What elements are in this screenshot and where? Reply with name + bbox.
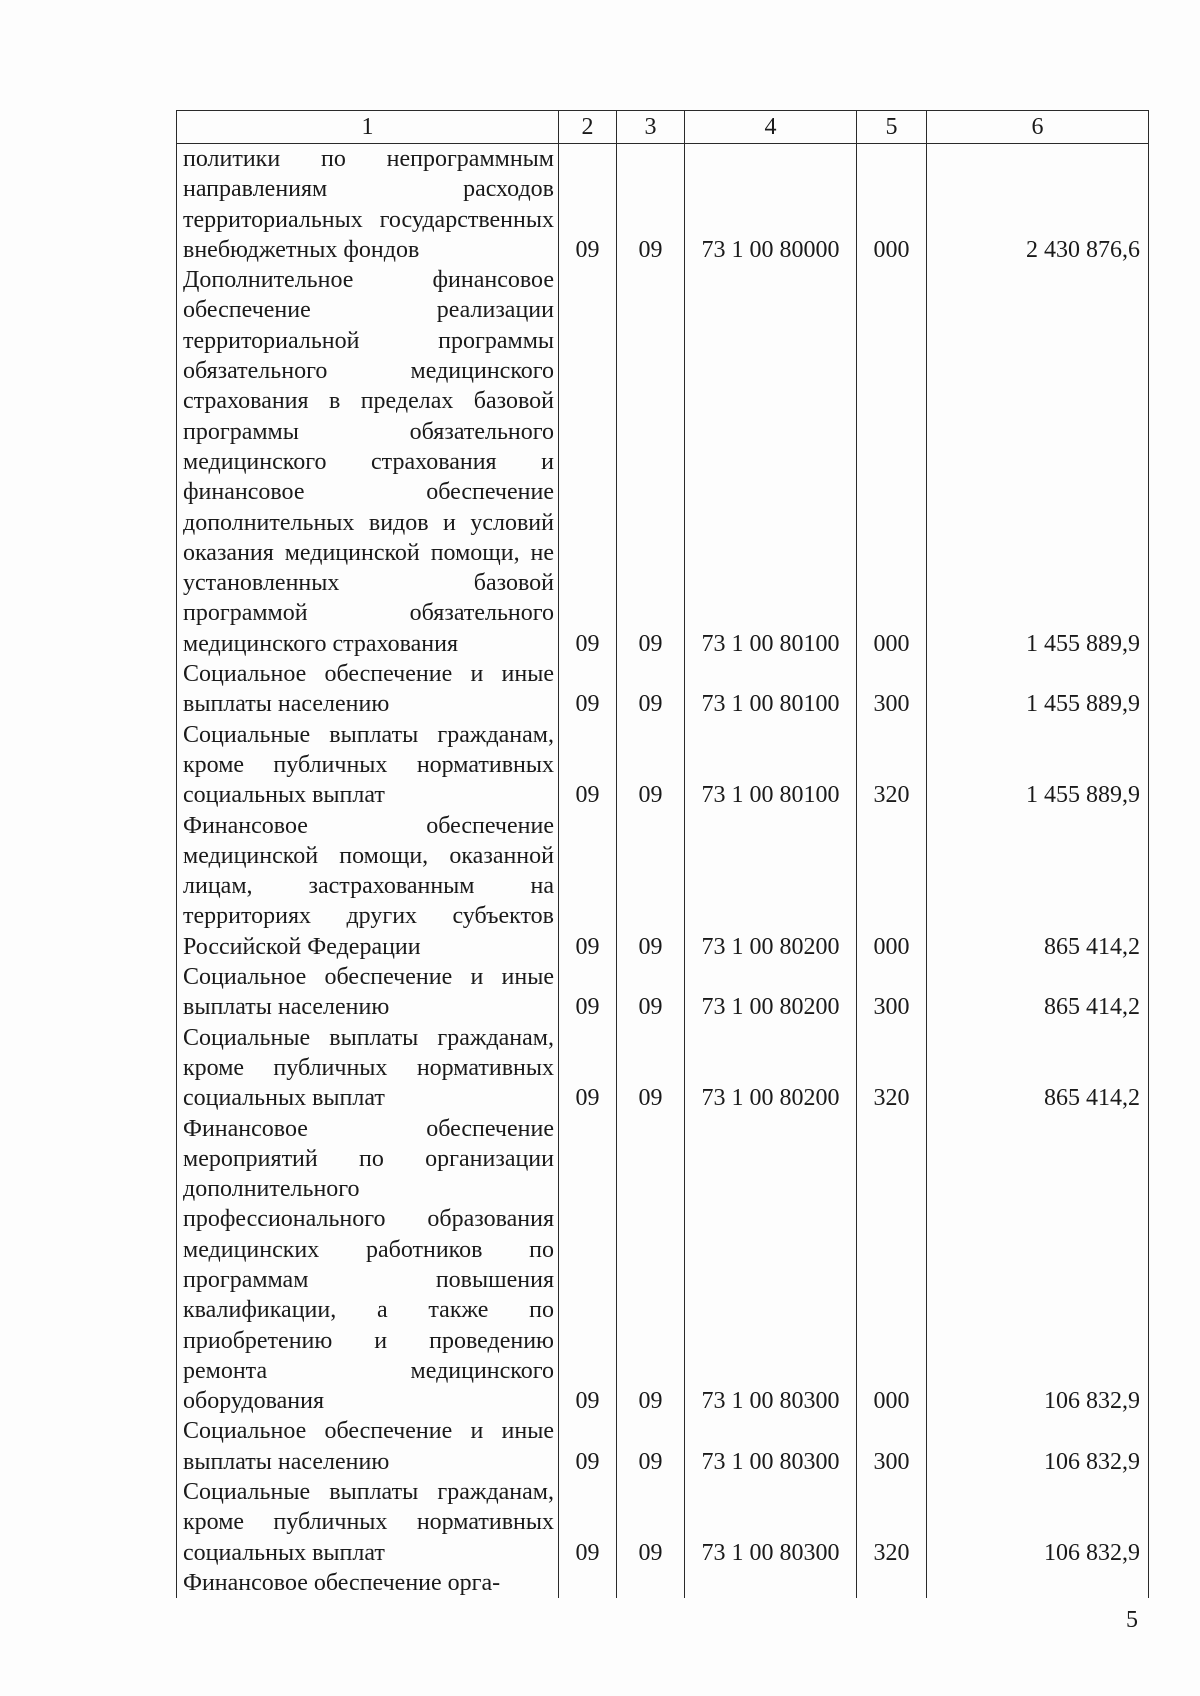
row-amount: 865 414,2 (927, 962, 1149, 1023)
row-amount: 2 430 876,6 (927, 144, 1149, 266)
table-row (177, 811, 1149, 962)
row-name: Социальное обеспечение и иные выплаты населению (177, 962, 559, 1023)
row-section: 09 (559, 265, 617, 659)
row-section: 09 (559, 1023, 617, 1114)
row-subsection: 09 (617, 659, 685, 720)
table-row (177, 1416, 1149, 1477)
table-row (177, 265, 1149, 659)
row-section (559, 1568, 617, 1598)
row-amount: 1 455 889,9 (927, 265, 1149, 659)
header-col-4: 4 (685, 111, 857, 144)
row-amount (927, 1568, 1149, 1598)
row-expense-type: 000 (857, 811, 927, 962)
row-amount: 1 455 889,9 (927, 659, 1149, 720)
row-target-article: 73 1 00 80100 (685, 265, 857, 659)
table-row (177, 1568, 1149, 1598)
row-subsection: 09 (617, 962, 685, 1023)
header-col-1: 1 (177, 111, 559, 144)
row-name: Социальное обеспечение и иные выплаты населению (177, 659, 559, 720)
table-row (177, 962, 1149, 1023)
row-name: Финансовое обеспечение мероприятий по организации дополнительного профессионального образования медицинских работников по программам повышения квалификации, а также по приобретению и проведению ремонта медицинского оборудования (177, 1114, 559, 1417)
row-name: политики по непрограммным направлениям расходов территориальных государственных внебюджетных фондов (177, 144, 559, 266)
row-target-article: 73 1 00 80200 (685, 962, 857, 1023)
row-subsection (617, 1568, 685, 1598)
row-target-article: 73 1 00 80300 (685, 1416, 857, 1477)
table-row (177, 1114, 1149, 1417)
row-amount: 106 832,9 (927, 1114, 1149, 1417)
row-section: 09 (559, 1477, 617, 1568)
row-expense-type: 300 (857, 962, 927, 1023)
row-amount: 865 414,2 (927, 811, 1149, 962)
row-expense-type: 300 (857, 659, 927, 720)
row-section: 09 (559, 1114, 617, 1417)
row-target-article: 73 1 00 80200 (685, 1023, 857, 1114)
row-name: Дополнительное финансовое обеспечение реализации территориальной программы обязательного медицинского страхования в пределах базовой программы обязательного медицинского страхования и финансовое обеспечение дополнительных видов и условий оказания медицинской помощи, не установленных базовой программой обязательного медицинского страхования (177, 265, 559, 659)
row-expense-type: 000 (857, 144, 927, 266)
row-subsection: 09 (617, 1023, 685, 1114)
row-amount: 1 455 889,9 (927, 720, 1149, 811)
row-subsection: 09 (617, 144, 685, 266)
row-subsection: 09 (617, 1114, 685, 1417)
row-name: Социальные выплаты гражданам, кроме публичных нормативных социальных выплат (177, 1477, 559, 1568)
row-section: 09 (559, 962, 617, 1023)
row-target-article: 73 1 00 80000 (685, 144, 857, 266)
row-section: 09 (559, 811, 617, 962)
row-subsection: 09 (617, 811, 685, 962)
row-target-article: 73 1 00 80300 (685, 1114, 857, 1417)
row-expense-type: 320 (857, 720, 927, 811)
table-header-row (177, 111, 1149, 144)
header-col-3: 3 (617, 111, 685, 144)
row-subsection: 09 (617, 1416, 685, 1477)
row-name: Социальное обеспечение и иные выплаты населению (177, 1416, 559, 1477)
row-target-article: 73 1 00 80100 (685, 659, 857, 720)
row-name: Социальные выплаты гражданам, кроме публичных нормативных социальных выплат (177, 1023, 559, 1114)
row-expense-type: 320 (857, 1023, 927, 1114)
row-expense-type: 300 (857, 1416, 927, 1477)
row-name: Социальные выплаты гражданам, кроме публичных нормативных социальных выплат (177, 720, 559, 811)
row-amount: 106 832,9 (927, 1416, 1149, 1477)
table-row (177, 1023, 1149, 1114)
row-subsection: 09 (617, 1477, 685, 1568)
row-section: 09 (559, 720, 617, 811)
header-col-6: 6 (927, 111, 1149, 144)
row-amount: 865 414,2 (927, 1023, 1149, 1114)
row-expense-type: 320 (857, 1477, 927, 1568)
row-section: 09 (559, 1416, 617, 1477)
header-col-2: 2 (559, 111, 617, 144)
header-col-5: 5 (857, 111, 927, 144)
page-number: 5 (1126, 1607, 1138, 1633)
row-section: 09 (559, 659, 617, 720)
row-target-article: 73 1 00 80300 (685, 1477, 857, 1568)
row-target-article: 73 1 00 80100 (685, 720, 857, 811)
table-row (177, 720, 1149, 811)
row-expense-type: 000 (857, 1114, 927, 1417)
row-amount: 106 832,9 (927, 1477, 1149, 1568)
budget-table (176, 110, 1149, 1598)
row-name: Финансовое обеспечение орга- (177, 1568, 559, 1598)
table-row (177, 144, 1149, 266)
row-expense-type (857, 1568, 927, 1598)
table-row (177, 1477, 1149, 1568)
row-expense-type: 000 (857, 265, 927, 659)
row-section: 09 (559, 144, 617, 266)
row-subsection: 09 (617, 265, 685, 659)
table-row (177, 659, 1149, 720)
row-subsection: 09 (617, 720, 685, 811)
row-target-article (685, 1568, 857, 1598)
row-name: Финансовое обеспечение медицинской помощи, оказанной лицам, застрахованным на территориях других субъектов Российской Федерации (177, 811, 559, 962)
row-target-article: 73 1 00 80200 (685, 811, 857, 962)
